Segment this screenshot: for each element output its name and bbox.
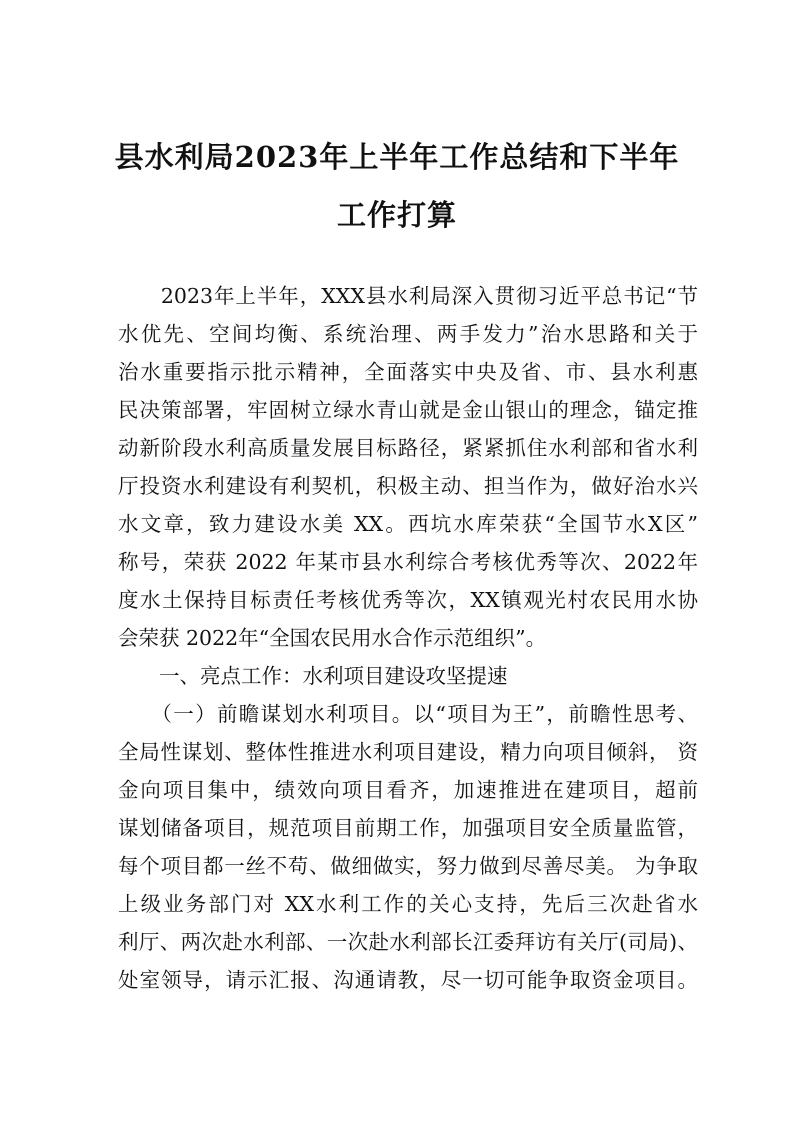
body-line: 2023年上半年，XXX县水利局深入贯彻习近平总书记“节 xyxy=(118,284,698,308)
body-line: 处室领导，请示汇报、沟通请教，尽一切可能争取资金项目。 xyxy=(118,968,698,992)
body-line: 谋划储备项目，规范项目前期工作，加强项目安全质量监管， xyxy=(118,816,698,840)
body-line: 动新阶段水利高质量发展目标路径，紧紧抓住水利部和省水利 xyxy=(118,436,698,460)
section-heading: 一、亮点工作：水利项目建设攻坚提速 xyxy=(118,664,508,688)
body-line: 称号，荣获 2022 年某市县水利综合考核优秀等次、2022年 xyxy=(118,550,698,574)
body-line: 厅投资水利建设有利契机，积极主动、担当作为，做好治水兴 xyxy=(118,474,698,498)
document-title-line-2: 工作打算 xyxy=(336,198,457,232)
body-line: 度水土保持目标责任考核优秀等次，XX镇观光村农民用水协 xyxy=(118,588,698,612)
body-line: （一）前瞻谋划水利项目。以“项目为王”，前瞻性思考、 xyxy=(118,702,698,726)
document-title-line-1: 县水利局2023年上半年工作总结和下半年 xyxy=(114,140,680,174)
body-line: 上级业务部门对 XX水利工作的关心支持，先后三次赴省水 xyxy=(118,892,698,916)
body-line: 民决策部署，牢固树立绿水青山就是金山银山的理念，锚定推 xyxy=(118,398,698,422)
body-line: 治水重要指示批示精神，全面落实中央及省、市、县水利惠 xyxy=(118,360,698,384)
body-line: 会荣获 2022年“全国农民用水合作示范组织”。 xyxy=(118,626,547,650)
body-line: 水文章，致力建设水美 XX。西坑水库荣获“全国节水X区” xyxy=(118,512,698,536)
body-line: 全局性谋划、整体性推进水利项目建设，精力向项目倾斜， 资 xyxy=(118,740,698,764)
body-line: 水优先、空间均衡、系统治理、两手发力”治水思路和关于 xyxy=(118,322,698,346)
body-line: 利厅、两次赴水利部、一次赴水利部长江委拜访有关厅(司局)、 xyxy=(118,930,698,954)
body-line: 每个项目都一丝不苟、做细做实，努力做到尽善尽美。 为争取 xyxy=(118,854,698,878)
body-line: 金向项目集中，绩效向项目看齐，加速推进在建项目，超前 xyxy=(118,778,698,802)
